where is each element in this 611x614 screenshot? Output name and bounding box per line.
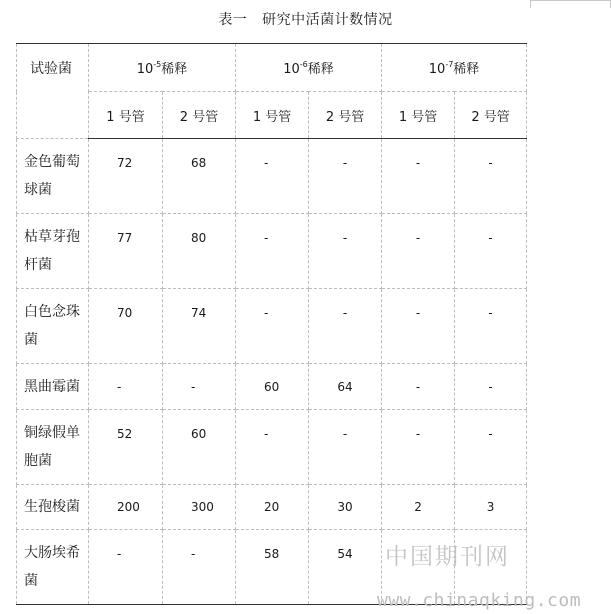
- count-cell: 300: [163, 485, 236, 530]
- count-cell: -: [309, 410, 382, 485]
- count-cell: 77: [89, 214, 163, 289]
- frame-corner: [530, 0, 611, 8]
- bacteria-name: 枯草芽孢杆菌: [17, 214, 89, 289]
- count-cell: -: [236, 410, 309, 485]
- table-row: [17, 214, 527, 289]
- table-row: [17, 364, 527, 410]
- count-cell: 60: [236, 364, 309, 410]
- count-cell: -: [236, 289, 309, 364]
- count-cell: 54: [309, 530, 382, 605]
- bacteria-count-table: [16, 43, 527, 605]
- count-cell: -: [236, 139, 309, 214]
- count-cell: -: [89, 364, 163, 410]
- count-cell: -: [382, 214, 455, 289]
- count-cell: 20: [236, 485, 309, 530]
- bacteria-name: 黑曲霉菌: [17, 364, 89, 410]
- tube-header: 1 号管: [382, 92, 455, 139]
- count-cell: 70: [89, 289, 163, 364]
- count-cell: 60: [163, 410, 236, 485]
- tube-header: 1 号管: [236, 92, 309, 139]
- bacteria-name: 白色念珠菌: [17, 289, 89, 364]
- bacteria-name: 金色葡萄球菌: [17, 139, 89, 214]
- count-cell: -: [382, 410, 455, 485]
- table-title: 表一 研究中活菌计数情况: [218, 12, 393, 28]
- table-row: [17, 410, 527, 485]
- dilution-header-1: $10^{-5}$稀释: [89, 44, 236, 92]
- count-cell: -: [163, 364, 236, 410]
- count-cell: -: [309, 139, 382, 214]
- count-cell: 72: [89, 139, 163, 214]
- corner-header: 试验菌: [17, 44, 89, 139]
- count-cell: 2: [382, 485, 455, 530]
- count-cell: -: [236, 214, 309, 289]
- tube-header: 2 号管: [163, 92, 236, 139]
- bacteria-name: 生孢梭菌: [17, 485, 89, 530]
- count-cell: -: [382, 364, 455, 410]
- count-cell: 200: [89, 485, 163, 530]
- count-cell: -: [455, 139, 527, 214]
- count-cell: -: [382, 139, 455, 214]
- count-cell: -: [455, 214, 527, 289]
- count-cell: -: [163, 530, 236, 605]
- tube-header: 1 号管: [89, 92, 163, 139]
- count-cell: -: [309, 214, 382, 289]
- table-row: [17, 485, 527, 530]
- count-cell: -: [455, 410, 527, 485]
- count-cell: 64: [309, 364, 382, 410]
- count-cell: 80: [163, 214, 236, 289]
- count-cell: 74: [163, 289, 236, 364]
- bacteria-name: 大肠埃希菌: [17, 530, 89, 605]
- count-cell: -: [455, 289, 527, 364]
- bacteria-name: 铜绿假单胞菌: [17, 410, 89, 485]
- table-row: [17, 289, 527, 364]
- count-cell: 3: [455, 485, 527, 530]
- count-cell: 30: [309, 485, 382, 530]
- tube-header: 2 号管: [309, 92, 382, 139]
- dilution-header-2: $10^{-6}$稀释: [236, 44, 382, 92]
- tube-header: 2 号管: [455, 92, 527, 139]
- count-cell: 52: [89, 410, 163, 485]
- table-row: [17, 139, 527, 214]
- count-cell: -: [89, 530, 163, 605]
- watermark-url: www.chinaqking.com: [377, 590, 582, 611]
- count-cell: 68: [163, 139, 236, 214]
- watermark-logo-text: 中国期刊网: [385, 544, 510, 570]
- count-cell: -: [309, 289, 382, 364]
- count-cell: -: [455, 364, 527, 410]
- count-cell: 58: [236, 530, 309, 605]
- dilution-header-3: $10^{-7}$稀释: [382, 44, 527, 92]
- count-cell: -: [382, 289, 455, 364]
